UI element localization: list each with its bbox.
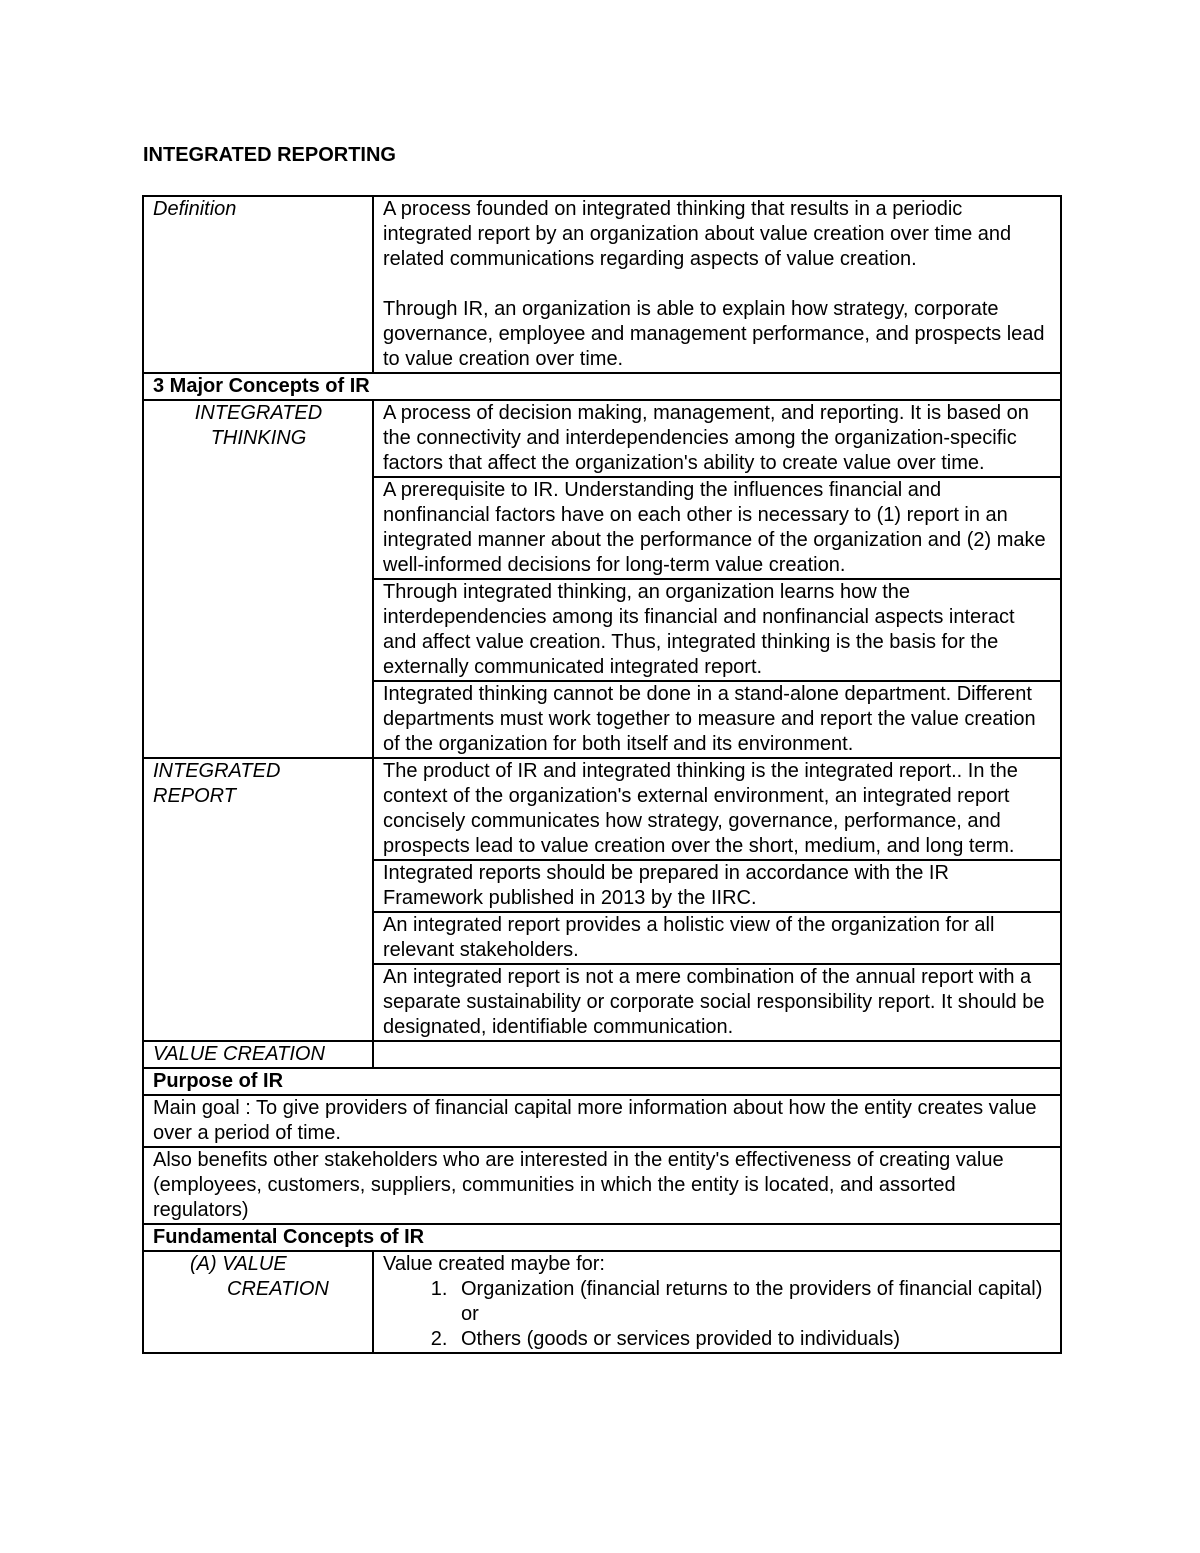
definition-label: Definition xyxy=(143,196,373,373)
fundamental-value-creation-label-line-1: (A) VALUE xyxy=(190,1253,287,1275)
list-item: 1. Organization (financial returns to the providers of financial capital) or xyxy=(453,1277,1052,1327)
fundamental-value-creation-label xyxy=(143,1251,373,1353)
integrated-thinking-point-1: A process of decision making, management, and reporting. It is based on the connectivity and interdependencies among the organization-specific factors that affect the organization's ability to create value over time. xyxy=(373,400,1061,477)
list-item: 2. Others (goods or services provided to individuals) xyxy=(453,1327,1052,1352)
fundamental-value-creation-intro: Value created maybe for: xyxy=(383,1253,605,1275)
table-row xyxy=(143,1095,1061,1147)
definition-row xyxy=(143,196,1061,373)
integrated-thinking-point-2: A prerequisite to IR. Understanding the influences financial and nonfinancial factors have on each other is necessary to (1) report in an integrated manner about the performance of the organization and (2) make well-informed decisions for long-term value creation. xyxy=(373,477,1061,579)
definition-paragraph-2: Through IR, an organization is able to explain how strategy, corporate governance, employee and management performance, and prospects lead to value creation over time. xyxy=(383,298,1045,370)
integrated-thinking-label-line-2: THINKING xyxy=(210,427,307,449)
integrated-report-point-2: Integrated reports should be prepared in accordance with the IR Framework published in 2013 by the IIRC. xyxy=(373,860,1061,912)
purpose-main-goal: Main goal : To give providers of financial capital more information about how the entity creates value over a period of time. xyxy=(143,1095,1061,1147)
definition-paragraph-1: A process founded on integrated thinking that results in a periodic integrated report by an organization about value creation over time and related communications regarding aspects of value creation. xyxy=(383,198,1012,270)
table-row xyxy=(143,1251,1061,1353)
table-row xyxy=(143,400,1061,477)
value-creation-empty-cell xyxy=(373,1041,1061,1068)
integrated-thinking-label xyxy=(143,400,373,758)
integrated-report-point-4: An integrated report is not a mere combination of the annual report with a separate sustainability or corporate social responsibility report. It should be designated, identifiable communication. xyxy=(373,964,1061,1041)
integrated-report-label-line-2: REPORT xyxy=(153,785,236,807)
fundamental-value-creation-label-line-2: CREATION xyxy=(227,1278,329,1300)
integrated-thinking-point-4: Integrated thinking cannot be done in a stand-alone department. Different departments must work together to measure and report the value creation of the organization for both itself and its environment. xyxy=(373,681,1061,758)
integrated-thinking-point-3: Through integrated thinking, an organization learns how the interdependencies among its financial and nonfinancial aspects interact and affect value creation. Thus, integrated thinking is the basis for the externally communicated integrated report. xyxy=(373,579,1061,681)
table-row xyxy=(143,758,1061,860)
fundamental-value-creation-content xyxy=(373,1251,1061,1353)
fundamental-heading-row xyxy=(143,1224,1061,1251)
table-row xyxy=(143,1147,1061,1224)
integrated-thinking-label-line-1: INTEGRATED xyxy=(194,402,323,424)
value-created-list xyxy=(383,1277,1052,1352)
value-creation-label: VALUE CREATION xyxy=(143,1041,373,1068)
value-creation-row xyxy=(143,1041,1061,1068)
integrated-report-point-1: The product of IR and integrated thinking is the integrated report.. In the context of the organization's external environment, an integrated report concisely communicates how strategy, governance, performance, and prospects lead to value creation over the short, medium, and long term. xyxy=(373,758,1061,860)
integrated-reporting-table xyxy=(142,195,1062,1354)
purpose-heading: Purpose of IR xyxy=(143,1068,1061,1095)
major-concepts-heading-row xyxy=(143,373,1061,400)
fundamental-heading: Fundamental Concepts of IR xyxy=(143,1224,1061,1251)
purpose-heading-row xyxy=(143,1068,1061,1095)
definition-content xyxy=(373,196,1061,373)
integrated-report-label-line-1: INTEGRATED xyxy=(153,760,281,782)
major-concepts-heading: 3 Major Concepts of IR xyxy=(143,373,1061,400)
page-title: INTEGRATED REPORTING xyxy=(143,144,396,166)
purpose-benefits: Also benefits other stakeholders who are interested in the entity's effectiveness of creating value (employees, customers, suppliers, communities in which the entity is located, and assorted regulators) xyxy=(143,1147,1061,1224)
integrated-report-point-3: An integrated report provides a holistic view of the organization for all relevant stakeholders. xyxy=(373,912,1061,964)
integrated-report-label xyxy=(143,758,373,1041)
